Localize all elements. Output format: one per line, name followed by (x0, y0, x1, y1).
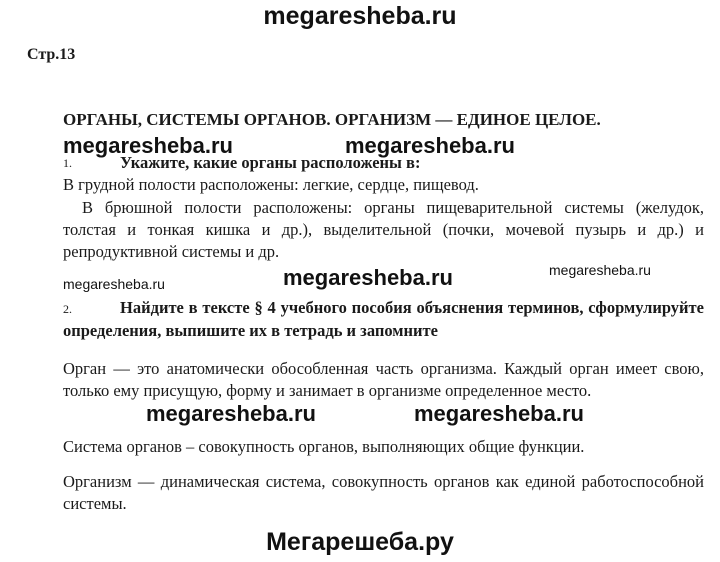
watermark-row2-left: megaresheba.ru (63, 276, 165, 292)
page-label: Стр.13 (27, 46, 76, 63)
watermark-bottom: Мегарешеба.ру (266, 528, 454, 556)
watermark-top: megaresheba.ru (263, 2, 457, 30)
definition-organ-text: Орган — это анатомически обособленная часть организма. Каждый орган имеет свою, только ему присущую, форму и занимает в организме определенное место. (63, 359, 704, 400)
question-1-number: 1. (63, 156, 72, 170)
answer-1-paragraph-2 (63, 197, 704, 263)
question-2-number: 2. (63, 302, 72, 316)
question-2-block (63, 297, 704, 342)
section-title: ОРГАНЫ, СИСТЕМЫ ОРГАНОВ. ОРГАНИЗМ — ЕДИНОЕ ЦЕЛОЕ. (63, 110, 601, 129)
definition-organism (63, 471, 704, 515)
watermark-row3-right: megaresheba.ru (414, 401, 584, 426)
answer-1-line-1: В грудной полости расположены: легкие, сердце, пищевод. (63, 175, 479, 194)
watermark-row1-left: megaresheba.ru (63, 133, 233, 158)
question-1-text: Укажите, какие органы расположены в: (120, 153, 421, 172)
watermark-row2-right: megaresheba.ru (549, 262, 651, 278)
answer-1-paragraph-2-text: В брюшной полости расположены: органы пищеварительной системы (желудок, толстая и тонкая кишка и др.), выделительной (почки, мочевой пузырь и др.) и репродуктивной системы и др. (63, 198, 704, 261)
definition-organism-text: Организм — динамическая система, совокупность органов как единой работоспособной системы. (63, 472, 704, 513)
watermark-row3-left: megaresheba.ru (146, 401, 316, 426)
watermark-row2-center: megaresheba.ru (283, 265, 453, 290)
watermark-row1-right: megaresheba.ru (345, 133, 515, 158)
definition-system: Система органов – совокупность органов, выполняющих общие функции. (63, 437, 585, 456)
definition-organ (63, 358, 704, 402)
question-2-text: Найдите в тексте § 4 учебного пособия объяснения терминов, сформулируйте определения, выпишите их в тетрадь и запомните (63, 298, 704, 340)
